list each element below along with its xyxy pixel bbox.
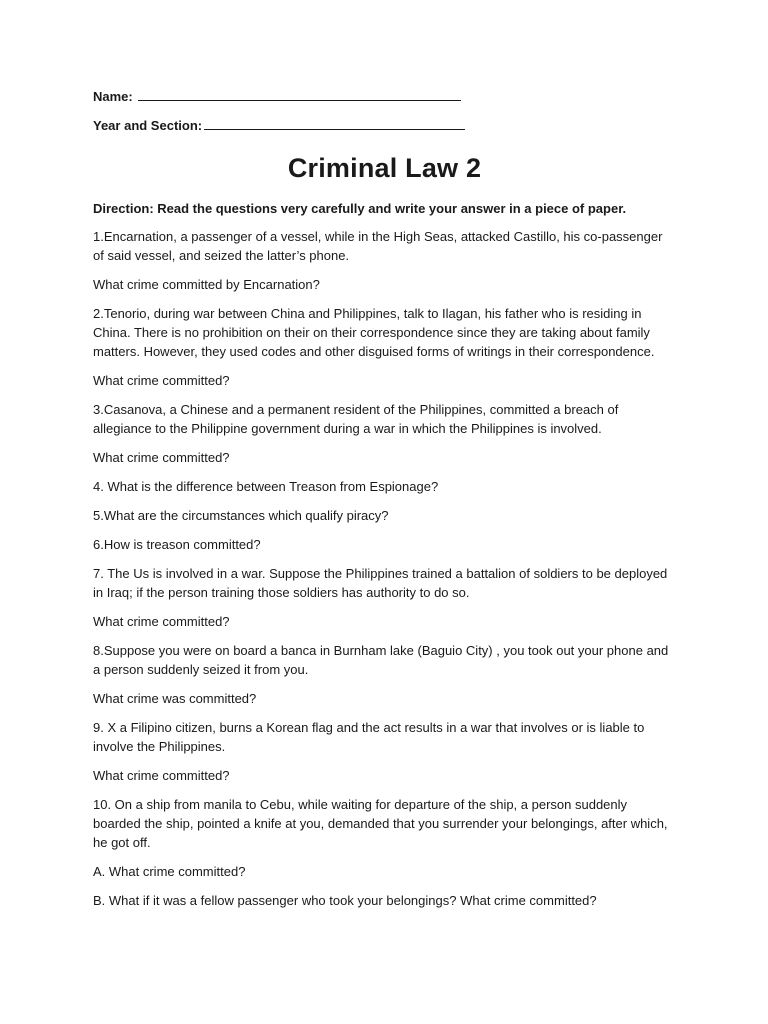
directions-text: Direction: Read the questions very carefully and write your answer in a piece of paper. xyxy=(93,201,627,216)
question-7-prompt: What crime committed? xyxy=(93,614,230,629)
document-title: Criminal Law 2 xyxy=(287,153,482,183)
question-8-text: 8.Suppose you were on board a banca in Burnham lake (Baguio City) , you took out your phone and a person suddenly seized it from you. xyxy=(93,643,669,677)
question-2-text: 2.Tenorio, during war between China and Philippines, talk to Ilagan, his father who is residing in China. There is no prohibition on their on their correspondence since they are taking about family matters. However, they used codes and other disguised forms of writings in their correspondence. xyxy=(93,306,655,359)
question-2-prompt: What crime committed? xyxy=(93,373,230,388)
questions-list xyxy=(93,227,676,910)
question-9-text: 9. X a Filipino citizen, burns a Korean flag and the act results in a war that involves or is liable to involve the Philippines. xyxy=(93,720,645,754)
question-7-text: 7. The Us is involved in a war. Suppose the Philippines trained a battalion of soldiers to be deployed in Iraq; if the person training those soldiers has authority to do so. xyxy=(93,566,668,600)
name-label: Name: xyxy=(93,89,133,104)
question-8-prompt: What crime was committed? xyxy=(93,691,257,706)
name-blank-line xyxy=(138,88,461,101)
question-1-prompt: What crime committed by Encarnation? xyxy=(93,277,320,292)
year-section-label: Year and Section: xyxy=(93,118,203,133)
question-4-text: 4. What is the difference between Treason from Espionage? xyxy=(93,479,439,494)
year-section-field-row xyxy=(93,117,676,135)
question-6-text: 6.How is treason committed? xyxy=(93,537,261,552)
name-field-row xyxy=(93,88,676,106)
question-3-text: 3.Casanova, a Chinese and a permanent resident of the Philippines, committed a breach of allegiance to the Philippine government during a war in which the Philippines is involved. xyxy=(93,402,619,436)
question-10-text: 10. On a ship from manila to Cebu, while waiting for departure of the ship, a person suddenly boarded the ship, pointed a knife at you, demanded that you surrender your belongings, after which, he got off. xyxy=(93,797,668,850)
year-section-blank-line xyxy=(204,117,465,130)
question-3-prompt: What crime committed? xyxy=(93,450,230,465)
question-9-prompt: What crime committed? xyxy=(93,768,230,783)
question-1-text: 1.Encarnation, a passenger of a vessel, while in the High Seas, attacked Castillo, his co-passenger of said vessel, and seized the latter’s phone. xyxy=(93,229,663,263)
question-10-part-b: B. What if it was a fellow passenger who took your belongings? What crime committed? xyxy=(93,893,597,908)
question-5-text: 5.What are the circumstances which qualify piracy? xyxy=(93,508,389,523)
question-10-part-a: A. What crime committed? xyxy=(93,864,246,879)
